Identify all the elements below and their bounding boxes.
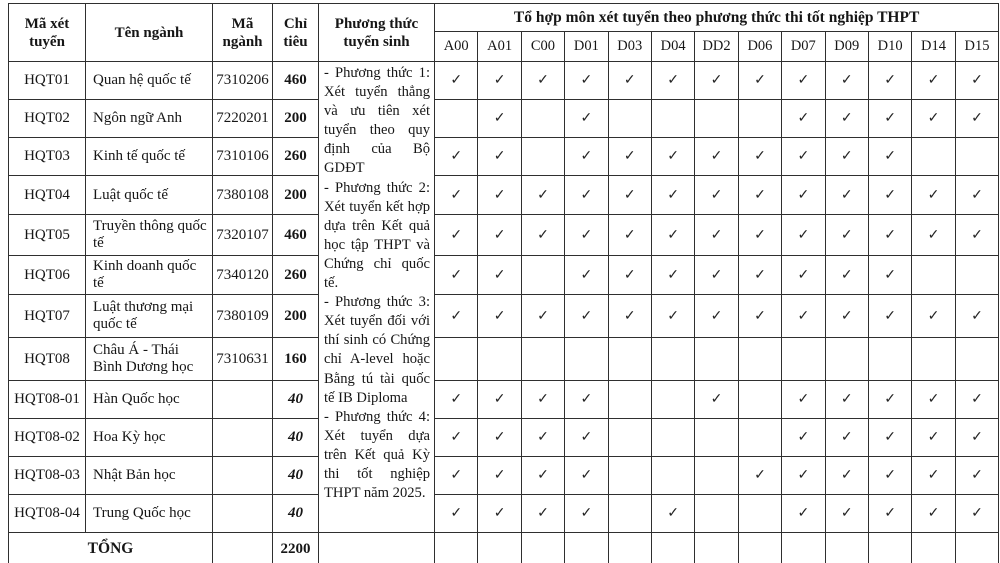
quota-cell: 260 <box>273 138 319 176</box>
check-HQT01-C00: ✓ <box>521 62 564 100</box>
combo-cell-HQT08-D14 <box>912 338 955 381</box>
admission-code-cell: HQT05 <box>9 215 86 256</box>
combo-column-header-D01: D01 <box>565 32 608 62</box>
major-code-cell: 7320107 <box>213 215 273 256</box>
check-HQT08-04-D07: ✓ <box>782 495 825 533</box>
check-HQT08-01-C00: ✓ <box>521 381 564 419</box>
method-line-2: - Phương thức 2: Xét tuyển kết hợp dựa trên Kết quả học tập THPT và Chứng chỉ quốc tế. <box>324 179 430 292</box>
check-HQT04-D09: ✓ <box>825 176 868 215</box>
quota-cell: 160 <box>273 338 319 381</box>
major-row-HQT08-04 <box>9 495 999 533</box>
admission-code-cell: HQT07 <box>9 295 86 338</box>
total-combo-cell-DD2 <box>695 533 738 563</box>
quota-cell: 200 <box>273 295 319 338</box>
check-HQT06-D03: ✓ <box>608 256 651 295</box>
major-code-cell: 7310631 <box>213 338 273 381</box>
check-HQT02-A01: ✓ <box>478 100 521 138</box>
combo-cell-HQT02-C00 <box>521 100 564 138</box>
combo-cell-HQT06-D15 <box>955 256 999 295</box>
check-HQT08-04-C00: ✓ <box>521 495 564 533</box>
check-HQT08-02-D10: ✓ <box>868 419 911 457</box>
total-combo-cell-D10 <box>868 533 911 563</box>
major-code-cell: 7380108 <box>213 176 273 215</box>
admission-code-cell: HQT08-01 <box>9 381 86 419</box>
header-row-main <box>9 4 999 32</box>
combo-cell-HQT08-02-D04 <box>651 419 694 457</box>
admission-code-cell: HQT08-03 <box>9 457 86 495</box>
quota-cell: 40 <box>273 381 319 419</box>
quota-cell: 460 <box>273 215 319 256</box>
quota-cell: 200 <box>273 176 319 215</box>
major-code-cell: 7340120 <box>213 256 273 295</box>
combo-cell-HQT06-D14 <box>912 256 955 295</box>
header-major-name: Tên ngành <box>86 4 213 62</box>
combo-cell-HQT08-D15 <box>955 338 999 381</box>
combo-cell-HQT08-01-D03 <box>608 381 651 419</box>
admission-code-cell: HQT08-04 <box>9 495 86 533</box>
check-HQT06-DD2: ✓ <box>695 256 738 295</box>
major-name-cell: Luật quốc tế <box>86 176 213 215</box>
check-HQT03-D03: ✓ <box>608 138 651 176</box>
combo-cell-HQT08-04-D06 <box>738 495 781 533</box>
combo-column-header-C00: C00 <box>521 32 564 62</box>
combo-cell-HQT08-01-D04 <box>651 381 694 419</box>
check-HQT08-03-D09: ✓ <box>825 457 868 495</box>
check-HQT01-D06: ✓ <box>738 62 781 100</box>
major-name-cell: Trung Quốc học <box>86 495 213 533</box>
check-HQT07-D06: ✓ <box>738 295 781 338</box>
combo-cell-HQT08-D10 <box>868 338 911 381</box>
check-HQT01-A01: ✓ <box>478 62 521 100</box>
total-combo-cell-A00 <box>435 533 478 563</box>
check-HQT02-D15: ✓ <box>955 100 999 138</box>
combo-cell-HQT08-04-D03 <box>608 495 651 533</box>
check-HQT07-D01: ✓ <box>565 295 608 338</box>
check-HQT04-D15: ✓ <box>955 176 999 215</box>
quota-cell: 40 <box>273 419 319 457</box>
check-HQT08-02-C00: ✓ <box>521 419 564 457</box>
check-HQT01-D04: ✓ <box>651 62 694 100</box>
header-quota: Chỉ tiêu <box>273 4 319 62</box>
combo-column-header-D07: D07 <box>782 32 825 62</box>
major-row-HQT04 <box>9 176 999 215</box>
check-HQT08-03-D10: ✓ <box>868 457 911 495</box>
table-body <box>9 62 999 533</box>
check-HQT08-03-D07: ✓ <box>782 457 825 495</box>
combo-column-header-D10: D10 <box>868 32 911 62</box>
check-HQT01-D07: ✓ <box>782 62 825 100</box>
method-line-3: - Phương thức 3: Xét tuyển đối với thí sinh có Chứng chỉ A-level hoặc Bằng tú tài quốc tế IB Diploma <box>324 294 430 406</box>
major-row-HQT06 <box>9 256 999 295</box>
combo-cell-HQT08-D01 <box>565 338 608 381</box>
check-HQT08-02-D15: ✓ <box>955 419 999 457</box>
check-HQT03-D07: ✓ <box>782 138 825 176</box>
combo-column-header-A00: A00 <box>435 32 478 62</box>
check-HQT08-01-D14: ✓ <box>912 381 955 419</box>
combo-column-header-D09: D09 <box>825 32 868 62</box>
check-HQT08-01-A00: ✓ <box>435 381 478 419</box>
combo-cell-HQT08-D06 <box>738 338 781 381</box>
check-HQT01-D03: ✓ <box>608 62 651 100</box>
major-code-cell: 7220201 <box>213 100 273 138</box>
check-HQT07-DD2: ✓ <box>695 295 738 338</box>
major-row-HQT08-01 <box>9 381 999 419</box>
major-row-HQT08-03 <box>9 457 999 495</box>
combo-cell-HQT08-D09 <box>825 338 868 381</box>
major-row-HQT08 <box>9 338 999 381</box>
total-combo-cell-D09 <box>825 533 868 563</box>
total-combo-cell-D04 <box>651 533 694 563</box>
check-HQT07-D03: ✓ <box>608 295 651 338</box>
check-HQT06-D10: ✓ <box>868 256 911 295</box>
combo-cell-HQT08-02-D06 <box>738 419 781 457</box>
check-HQT04-DD2: ✓ <box>695 176 738 215</box>
combo-cell-HQT08-04-DD2 <box>695 495 738 533</box>
major-code-cell: 7310106 <box>213 138 273 176</box>
admissions-table <box>8 3 999 563</box>
combo-cell-HQT02-D04 <box>651 100 694 138</box>
major-name-cell: Hoa Kỳ học <box>86 419 213 457</box>
check-HQT08-04-A00: ✓ <box>435 495 478 533</box>
check-HQT07-A00: ✓ <box>435 295 478 338</box>
check-HQT08-03-D01: ✓ <box>565 457 608 495</box>
check-HQT08-02-D07: ✓ <box>782 419 825 457</box>
check-HQT01-D01: ✓ <box>565 62 608 100</box>
check-HQT06-D04: ✓ <box>651 256 694 295</box>
combo-column-header-DD2: DD2 <box>695 32 738 62</box>
quota-cell: 260 <box>273 256 319 295</box>
combo-cell-HQT08-D07 <box>782 338 825 381</box>
combo-cell-HQT08-DD2 <box>695 338 738 381</box>
check-HQT03-DD2: ✓ <box>695 138 738 176</box>
major-row-HQT08-02 <box>9 419 999 457</box>
major-row-HQT03 <box>9 138 999 176</box>
check-HQT06-D01: ✓ <box>565 256 608 295</box>
admission-code-cell: HQT04 <box>9 176 86 215</box>
quota-cell: 40 <box>273 457 319 495</box>
admission-code-cell: HQT03 <box>9 138 86 176</box>
check-HQT06-D07: ✓ <box>782 256 825 295</box>
check-HQT01-A00: ✓ <box>435 62 478 100</box>
check-HQT08-03-A01: ✓ <box>478 457 521 495</box>
check-HQT02-D01: ✓ <box>565 100 608 138</box>
check-HQT05-D14: ✓ <box>912 215 955 256</box>
check-HQT05-C00: ✓ <box>521 215 564 256</box>
check-HQT06-D06: ✓ <box>738 256 781 295</box>
total-combo-cell-A01 <box>478 533 521 563</box>
combo-cell-HQT08-A01 <box>478 338 521 381</box>
admission-code-cell: HQT08-02 <box>9 419 86 457</box>
check-HQT07-D04: ✓ <box>651 295 694 338</box>
major-code-cell <box>213 419 273 457</box>
check-HQT07-D10: ✓ <box>868 295 911 338</box>
quota-cell: 460 <box>273 62 319 100</box>
check-HQT05-D15: ✓ <box>955 215 999 256</box>
combo-cell-HQT03-D15 <box>955 138 999 176</box>
check-HQT05-A01: ✓ <box>478 215 521 256</box>
total-combo-cell-D14 <box>912 533 955 563</box>
combo-cell-HQT08-A00 <box>435 338 478 381</box>
check-HQT08-01-D10: ✓ <box>868 381 911 419</box>
major-row-HQT02 <box>9 100 999 138</box>
check-HQT08-02-D09: ✓ <box>825 419 868 457</box>
check-HQT08-04-D15: ✓ <box>955 495 999 533</box>
check-HQT05-A00: ✓ <box>435 215 478 256</box>
check-HQT08-04-D10: ✓ <box>868 495 911 533</box>
check-HQT05-D09: ✓ <box>825 215 868 256</box>
check-HQT04-A01: ✓ <box>478 176 521 215</box>
major-name-cell: Luật thương mại quốc tế <box>86 295 213 338</box>
check-HQT01-D10: ✓ <box>868 62 911 100</box>
check-HQT03-D01: ✓ <box>565 138 608 176</box>
check-HQT08-03-D15: ✓ <box>955 457 999 495</box>
total-combo-cell-C00 <box>521 533 564 563</box>
check-HQT02-D10: ✓ <box>868 100 911 138</box>
check-HQT05-D04: ✓ <box>651 215 694 256</box>
total-row <box>9 533 999 563</box>
header-admission-method: Phương thức tuyển sinh <box>319 4 435 62</box>
admission-code-cell: HQT08 <box>9 338 86 381</box>
check-HQT07-D14: ✓ <box>912 295 955 338</box>
header-combo-group: Tổ hợp môn xét tuyển theo phương thức thi tốt nghiệp THPT <box>435 4 999 32</box>
check-HQT07-D07: ✓ <box>782 295 825 338</box>
check-HQT07-C00: ✓ <box>521 295 564 338</box>
table-footer <box>9 533 999 563</box>
combo-cell-HQT02-D06 <box>738 100 781 138</box>
check-HQT03-D04: ✓ <box>651 138 694 176</box>
major-code-cell <box>213 457 273 495</box>
quota-cell: 200 <box>273 100 319 138</box>
combo-cell-HQT08-D03 <box>608 338 651 381</box>
check-HQT06-D09: ✓ <box>825 256 868 295</box>
major-name-cell: Nhật Bản học <box>86 457 213 495</box>
major-name-cell: Kinh doanh quốc tế <box>86 256 213 295</box>
check-HQT08-03-D14: ✓ <box>912 457 955 495</box>
combo-cell-HQT08-02-DD2 <box>695 419 738 457</box>
admission-code-cell: HQT02 <box>9 100 86 138</box>
total-combo-cell-D07 <box>782 533 825 563</box>
major-row-HQT05 <box>9 215 999 256</box>
table-header <box>9 4 999 62</box>
check-HQT04-A00: ✓ <box>435 176 478 215</box>
check-HQT08-03-C00: ✓ <box>521 457 564 495</box>
admission-code-cell: HQT01 <box>9 62 86 100</box>
combo-column-header-A01: A01 <box>478 32 521 62</box>
total-quota-value: 2200 <box>273 533 319 563</box>
major-code-cell <box>213 381 273 419</box>
combo-cell-HQT02-A00 <box>435 100 478 138</box>
major-code-cell: 7310206 <box>213 62 273 100</box>
check-HQT08-01-D01: ✓ <box>565 381 608 419</box>
total-label: TỔNG <box>9 533 213 563</box>
check-HQT01-D14: ✓ <box>912 62 955 100</box>
check-HQT08-02-A00: ✓ <box>435 419 478 457</box>
combo-cell-HQT08-D04 <box>651 338 694 381</box>
check-HQT03-D10: ✓ <box>868 138 911 176</box>
major-name-cell: Ngôn ngữ Anh <box>86 100 213 138</box>
check-HQT08-03-D06: ✓ <box>738 457 781 495</box>
combo-cell-HQT08-03-D03 <box>608 457 651 495</box>
total-combo-cell-D03 <box>608 533 651 563</box>
check-HQT05-DD2: ✓ <box>695 215 738 256</box>
method-line-4: - Phương thức 4: Xét tuyển dựa trên Kết quả Kỳ thi tốt nghiệp THPT năm 2025. <box>324 408 430 502</box>
check-HQT08-03-A00: ✓ <box>435 457 478 495</box>
check-HQT03-A00: ✓ <box>435 138 478 176</box>
check-HQT05-D01: ✓ <box>565 215 608 256</box>
check-HQT08-01-D15: ✓ <box>955 381 999 419</box>
check-HQT04-D10: ✓ <box>868 176 911 215</box>
quota-cell: 40 <box>273 495 319 533</box>
check-HQT08-04-D04: ✓ <box>651 495 694 533</box>
combo-column-header-D14: D14 <box>912 32 955 62</box>
major-code-cell: 7380109 <box>213 295 273 338</box>
check-HQT04-D03: ✓ <box>608 176 651 215</box>
check-HQT03-D09: ✓ <box>825 138 868 176</box>
check-HQT08-02-A01: ✓ <box>478 419 521 457</box>
combo-cell-HQT03-D14 <box>912 138 955 176</box>
combo-cell-HQT03-C00 <box>521 138 564 176</box>
check-HQT08-04-D01: ✓ <box>565 495 608 533</box>
check-HQT07-A01: ✓ <box>478 295 521 338</box>
check-HQT05-D07: ✓ <box>782 215 825 256</box>
check-HQT01-DD2: ✓ <box>695 62 738 100</box>
major-name-cell: Kinh tế quốc tế <box>86 138 213 176</box>
combo-cell-HQT02-D03 <box>608 100 651 138</box>
check-HQT06-A00: ✓ <box>435 256 478 295</box>
major-name-cell: Hàn Quốc học <box>86 381 213 419</box>
combo-column-header-D06: D06 <box>738 32 781 62</box>
check-HQT08-01-DD2: ✓ <box>695 381 738 419</box>
check-HQT08-01-D07: ✓ <box>782 381 825 419</box>
admission-methods-cell <box>319 62 435 533</box>
check-HQT05-D10: ✓ <box>868 215 911 256</box>
check-HQT08-02-D14: ✓ <box>912 419 955 457</box>
check-HQT02-D07: ✓ <box>782 100 825 138</box>
check-HQT04-D01: ✓ <box>565 176 608 215</box>
check-HQT01-D15: ✓ <box>955 62 999 100</box>
check-HQT04-D06: ✓ <box>738 176 781 215</box>
combo-cell-HQT08-01-D06 <box>738 381 781 419</box>
combo-cell-HQT02-DD2 <box>695 100 738 138</box>
check-HQT03-D06: ✓ <box>738 138 781 176</box>
check-HQT04-D04: ✓ <box>651 176 694 215</box>
major-name-cell: Châu Á - Thái Bình Dương học <box>86 338 213 381</box>
combo-column-header-D03: D03 <box>608 32 651 62</box>
combo-cell-HQT08-02-D03 <box>608 419 651 457</box>
major-code-cell <box>213 495 273 533</box>
major-name-cell: Quan hệ quốc tế <box>86 62 213 100</box>
check-HQT08-01-A01: ✓ <box>478 381 521 419</box>
check-HQT02-D14: ✓ <box>912 100 955 138</box>
header-admission-code: Mã xét tuyển <box>9 4 86 62</box>
combo-column-header-D04: D04 <box>651 32 694 62</box>
check-HQT01-D09: ✓ <box>825 62 868 100</box>
check-HQT06-A01: ✓ <box>478 256 521 295</box>
check-HQT08-04-D09: ✓ <box>825 495 868 533</box>
total-combo-cell-D15 <box>955 533 999 563</box>
combo-column-header-D15: D15 <box>955 32 999 62</box>
combo-cell-HQT08-C00 <box>521 338 564 381</box>
total-method-cell <box>319 533 435 563</box>
check-HQT07-D15: ✓ <box>955 295 999 338</box>
total-combo-cell-D06 <box>738 533 781 563</box>
combo-cell-HQT08-03-D04 <box>651 457 694 495</box>
check-HQT07-D09: ✓ <box>825 295 868 338</box>
major-row-HQT07 <box>9 295 999 338</box>
check-HQT02-D09: ✓ <box>825 100 868 138</box>
check-HQT04-C00: ✓ <box>521 176 564 215</box>
header-major-code: Mã ngành <box>213 4 273 62</box>
total-major-code-cell <box>213 533 273 563</box>
check-HQT08-04-D14: ✓ <box>912 495 955 533</box>
method-line-1: - Phương thức 1: Xét tuyển thẳng và ưu tiên xét tuyển theo quy định của Bộ GDĐT <box>324 65 430 177</box>
major-name-cell: Truyền thông quốc tế <box>86 215 213 256</box>
check-HQT05-D06: ✓ <box>738 215 781 256</box>
admission-code-cell: HQT06 <box>9 256 86 295</box>
combo-cell-HQT08-03-DD2 <box>695 457 738 495</box>
check-HQT05-D03: ✓ <box>608 215 651 256</box>
check-HQT08-02-D01: ✓ <box>565 419 608 457</box>
check-HQT08-04-A01: ✓ <box>478 495 521 533</box>
check-HQT08-01-D09: ✓ <box>825 381 868 419</box>
major-row-HQT01 <box>9 62 999 100</box>
total-combo-cell-D01 <box>565 533 608 563</box>
combo-cell-HQT06-C00 <box>521 256 564 295</box>
check-HQT04-D14: ✓ <box>912 176 955 215</box>
check-HQT03-A01: ✓ <box>478 138 521 176</box>
check-HQT04-D07: ✓ <box>782 176 825 215</box>
